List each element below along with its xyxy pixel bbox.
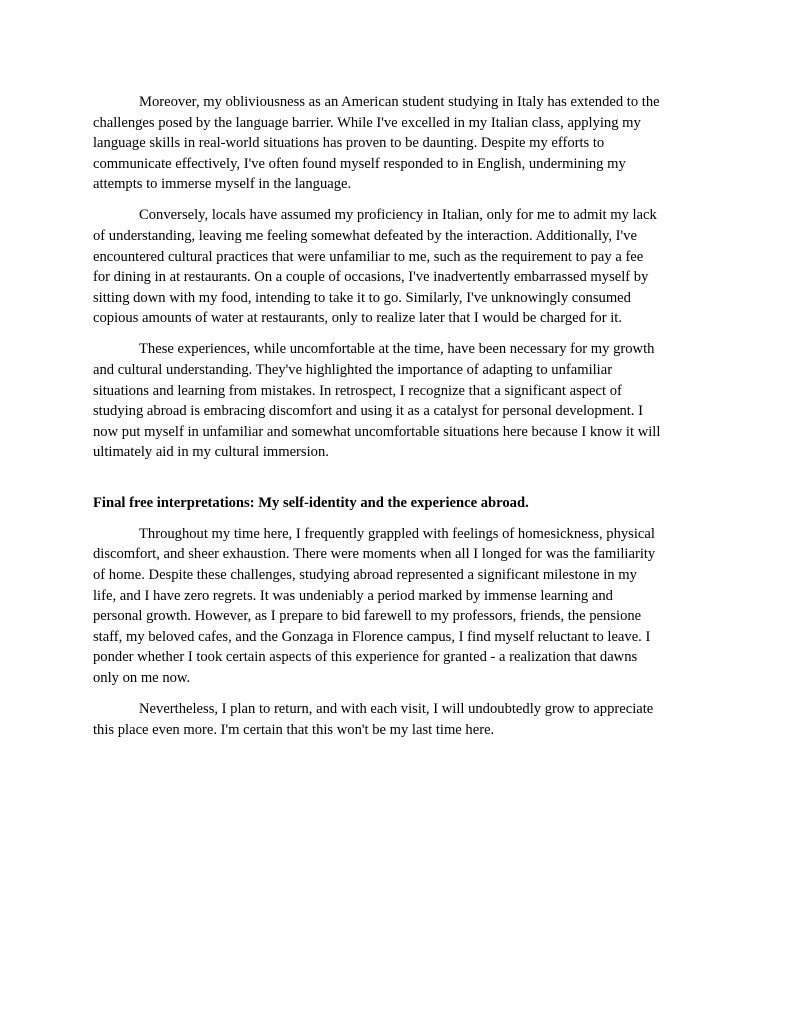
paragraph-growth: These experiences, while uncomfortable at the time, have been necessary for my growth and cultural understanding. They've highlighted the importance of adapting to unfamiliar situations and learning from mistakes. In retrospect, I recognize that a significant aspect of studying abroad is embracing discomfort and using it as a catalyst for personal development. I now put myself in unfamiliar and somewhat uncomfortable situations here because I know it will ultimately aid in my cultural immersion. [93, 341, 661, 461]
paragraph-homesickness: Throughout my time here, I frequently grappled with feelings of homesickness, physical discomfort, and sheer exhaustion. There were moments when all I longed for was the familiarity of home. Despite these challenges, studying abroad represented a significant milestone in my life, and I have zero regrets. It was undeniably a period marked by immense learning and personal growth. However, as I prepare to bid farewell to my professors, friends, the pensione staff, my beloved cafes, and the Gonzaga in Florence campus, I find myself reluctant to leave. I ponder whether I took certain aspects of this experience for granted - a realization that dawns only on me now. [93, 525, 656, 687]
paragraph-cultural-practices: Conversely, locals have assumed my proficiency in Italian, only for me to admit my lack of understanding, leaving me feeling somewhat defeated by the interaction. Additionally, I've encountered cultural practices that were unfamiliar to me, such as the requirement to pay a fee for dining in at restaurants. On a couple of occasions, I've inadvertently embarrassed myself by sitting down with my food, intending to take it to go. Similarly, I've unknowingly consumed copious amounts of water at restaurants, only to realize later that I would be charged for it. [93, 207, 657, 327]
paragraph-language-barrier: Moreover, my obliviousness as an American student studying in Italy has extended to the challenges posed by the language barrier. While I've excelled in my Italian class, applying my language skills in real-world situations has proven to be daunting. Despite my efforts to communicate effectively, I've often found myself responded to in English, undermining my attempts to immerse myself in the language. [93, 94, 660, 193]
section-heading: Final free interpretations: My self-identity and the experience abroad. [93, 494, 529, 511]
document-body [93, 92, 698, 751]
paragraph-return: Nevertheless, I plan to return, and with each visit, I will undoubtedly grow to appreciate this place even more. I'm certain that this won't be my last time here. [93, 701, 654, 738]
